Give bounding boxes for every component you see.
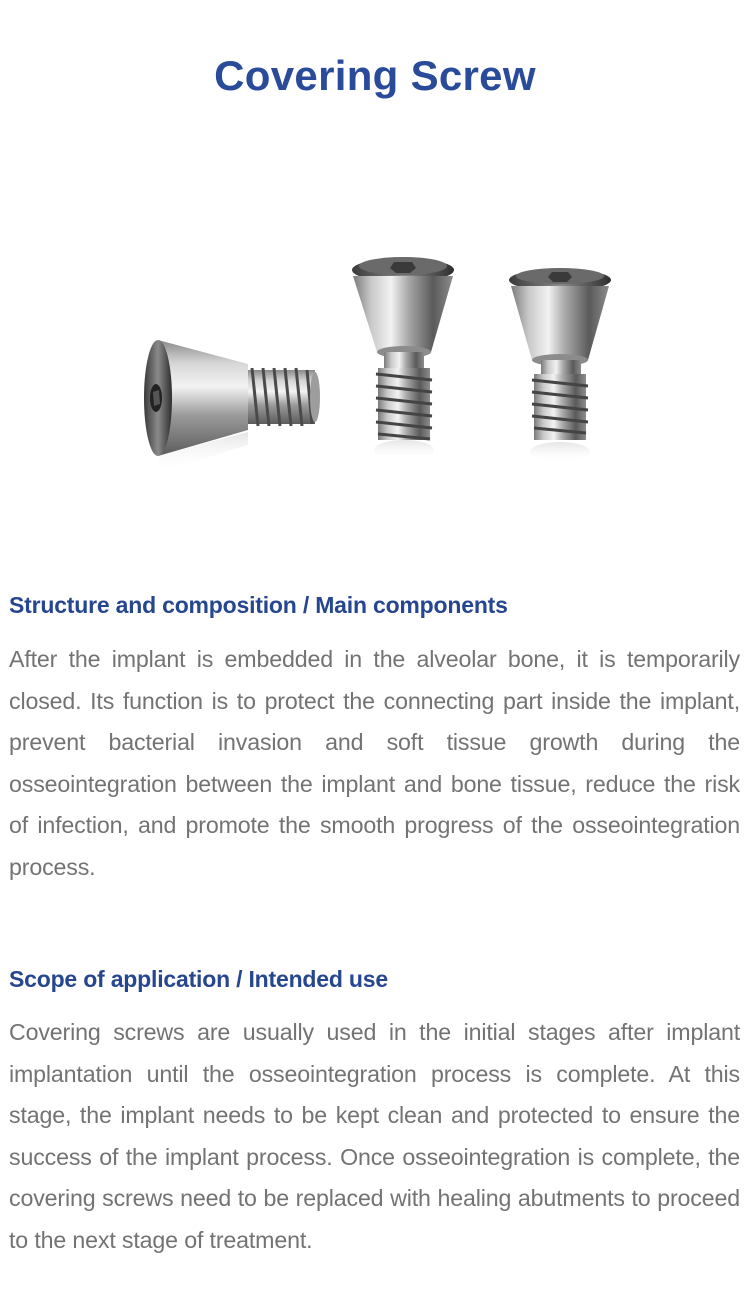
screw-standing-front-icon bbox=[352, 257, 454, 460]
screw-lying-icon bbox=[144, 340, 320, 472]
page-title: Covering Screw bbox=[214, 52, 536, 99]
screw-standing-side-icon bbox=[509, 268, 611, 462]
scope-heading: Scope of application / Intended use bbox=[9, 966, 388, 992]
structure-body: After the implant is embedded in the alveolar bone, it is temporarily closed. Its function is to protect the connecting part inside the implant, prevent bacterial invasion and soft tissue growth during the osseointegration between the implant and bone tissue, reduce the risk of infection, and promote the smooth progress of the osseointegration process. bbox=[9, 646, 740, 880]
scope-body: Covering screws are usually used in the initial stages after implant implantation until the osseointegration process is complete. At this stage, the implant needs to be kept clean and protected to ensure the success of the implant process. Once osseointegration is complete, the covering screws need to be replaced with healing abutments to proceed to the next stage of treatment. bbox=[9, 1019, 740, 1253]
structure-heading: Structure and composition / Main components bbox=[9, 592, 508, 618]
covering-screws-image bbox=[120, 240, 640, 490]
